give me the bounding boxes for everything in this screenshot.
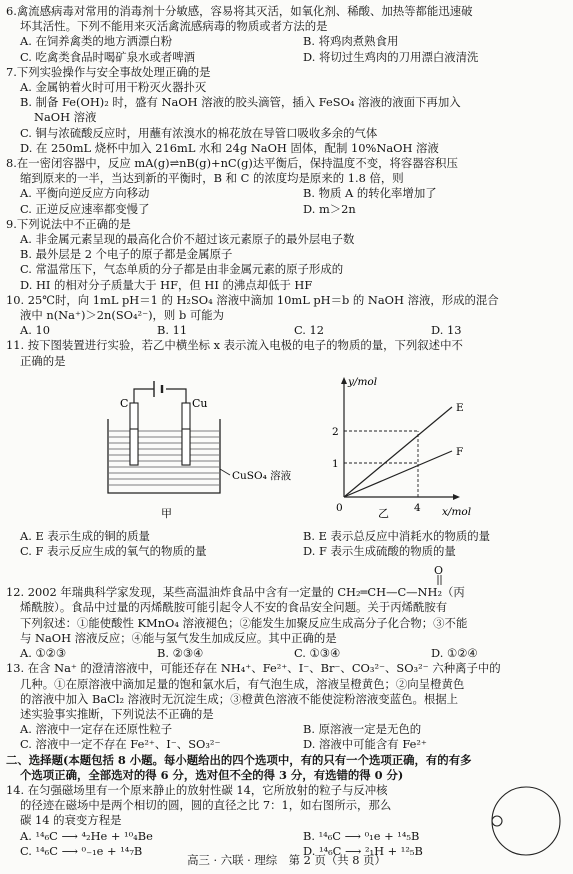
q7-option-b-line2: NaOH 溶液: [34, 110, 97, 125]
q11-option-b: B. E 表示总反应中消耗水的物质的量: [303, 528, 491, 543]
q13-option-c: C. 溶液中一定不存在 Fe²⁺、I⁻、SO₃²⁻: [20, 737, 221, 752]
q13-option-d: D. 溶液中可能含有 Fe²⁺: [303, 737, 427, 752]
q14-option-b: B. ¹⁴₆C ⟶ ⁰₁e + ¹⁴₅B: [303, 828, 420, 843]
q9-option-b: B. 最外层是 2 个电子的原子都是金属原子: [20, 247, 233, 262]
q12-option-b: B. ②③④: [157, 646, 204, 661]
x-axis-arrow-icon: [453, 494, 460, 500]
q6-option-a: A. 在饲养禽类的地方洒漂白粉: [20, 34, 173, 49]
q6-option-b: B. 将鸡肉煮熟食用: [303, 34, 399, 49]
solution-label: CuSO₄ 溶液: [232, 469, 292, 482]
q6-options-row1: [6, 34, 568, 49]
q7-option-d: D. 在 250mL 烧杯中加入 216mL 水和 24g NaOH 固体，配制 10%NaOH 溶液: [20, 140, 439, 155]
q8-option-b: B. 物质 A 的转化率增加了: [303, 186, 437, 201]
y-axis-label: y/mol: [348, 375, 378, 388]
q11-option-c: C. F 表示反应生成的氧气的物质的量: [20, 544, 207, 559]
carbonyl-oxygen: O: [434, 564, 444, 578]
q12-option-d: D. ①②④: [431, 646, 478, 661]
q8-options-row2: [6, 202, 568, 217]
q11-figures: [6, 371, 568, 529]
q10-options: [6, 323, 568, 338]
q10-option-c: C. 12: [294, 323, 325, 338]
electrolysis-graph-svg: [306, 371, 568, 529]
electrolysis-apparatus-figure: [6, 371, 306, 529]
curve-e-label: E: [456, 401, 464, 414]
q12-formula-spacer: [6, 559, 568, 585]
q13-options-row1: [6, 722, 568, 737]
electrolysis-graph-figure: [306, 371, 568, 529]
y-tick-2: 2: [332, 425, 339, 438]
x-tick-0: 0: [336, 501, 343, 514]
q6-stem-line2: 坏其活性。下列不能用来灭活禽流感病毒的物质或者方法的是: [20, 19, 328, 34]
x-tick-4: 4: [414, 501, 421, 514]
q10-stem-line2: 液中 n(Na⁺)＞2n(SO₄²⁻)，则 b 可能为: [20, 308, 225, 323]
q12-options: [6, 646, 568, 661]
q13-line4: 述实验事实推断，下列说法不正确的是: [20, 706, 214, 721]
q14-option-d: D. ¹⁴₆C ⟶ ²₁H + ¹²₅B: [303, 843, 423, 858]
q8-option-d: D. m＞2n: [303, 201, 356, 216]
q14-line2: 的径迹在磁场中是两个相切的圆，圆的直径之比 7：1，如右图所示，那么: [20, 798, 392, 813]
y-tick-1: 1: [332, 457, 339, 470]
q7-option-b-line1: B. 制备 Fe(OH)₂ 时，盛有 NaOH 溶液的胶头滴管，插入 FeSO₄ 溶液的液面下再加入: [20, 95, 461, 110]
q7-option-c: C. 铜与浓硫酸反应时，用蘸有浓溴水的棉花放在导管口吸收多余的气体: [20, 125, 378, 140]
q6-option-c: C. 吃禽类食品时喝矿泉水或者啤酒: [20, 49, 196, 64]
page-footer: 高三 · 六联 · 理综 第 2 页（共 8 页）: [187, 853, 386, 867]
q12-option-c: C. ①③④: [294, 646, 341, 661]
q9-option-d: D. HI 的相对分子质量大于 HF，但 HI 的沸点却低于 HF: [20, 277, 313, 292]
q13-options-row2: [6, 737, 568, 752]
tangent-circles-figure: [488, 781, 568, 861]
electrode-left-label: C: [120, 396, 129, 410]
q7-stem: 7.下列实验操作与安全事故处理正确的是: [6, 64, 211, 79]
q13-option-a: A. 溶液中一定存在还原性粒子: [20, 722, 173, 737]
q10-option-b: B. 11: [157, 323, 188, 338]
q6-stem-line1: 6.禽流感病毒对常用的消毒剂十分敏感，容易将其灭活，如氧化剂、稀酸、加热等都能迅速破: [6, 4, 473, 18]
q9-option-c: C. 常温常压下，气态单质的分子都是由非金属元素的原子形成的: [20, 262, 344, 277]
section2-heading-line1: 二、选择题(本题包括 8 小题。每小题给出的四个选项中，有的只有一个选项正确，有的有多: [6, 752, 472, 767]
q12-option-a: A. ①②③: [20, 646, 67, 661]
q11-stem-line2: 正确的是: [20, 353, 66, 368]
q13-line3: 的溶液中加入 BaCl₂ 溶液时无沉淀生成；③橙黄色溶液不能使淀粉溶液变蓝色。根据上: [20, 691, 459, 706]
section2-heading-line2: 个选项正确，全部选对的得 6 分，选对但不全的得 3 分，有选错的得 0 分): [20, 767, 404, 782]
q11-options-row2: [6, 544, 568, 559]
q14-options-row1: [6, 829, 568, 844]
q10-stem-line1: 10. 25℃时，向 1mL pH＝1 的 H₂SO₄ 溶液中滴加 10mL pH＝b 的 NaOH 溶液，形成的混合: [6, 292, 499, 307]
q8-stem-line2: 缩到原来的一半，当达到新的平衡时，B 和 C 的浓度均是原来的 1.8 倍，则: [20, 171, 404, 186]
q10-option-d: D. 13: [431, 323, 462, 338]
beaker: [108, 419, 220, 493]
q8-stem-line1: 8.在一密闭容器中，反应 mA(g)⇌nB(g)+nC(g)达平衡后，保持温度不变，将容器容积压: [6, 156, 458, 171]
line-f: [344, 451, 452, 497]
q13-line2: 几种。①在原溶液中滴加足量的饱和氯水后，有气泡生成，溶液呈橙黄色；②向呈橙黄色: [20, 676, 465, 691]
figure-yi-label: 乙: [378, 506, 389, 520]
solution-hatching: [109, 431, 219, 485]
q6-option-d: D. 将切过生鸡肉的刀用漂白液清洗: [303, 49, 479, 64]
q12-line4: 与 NaOH 溶液反应；④能与氢气发生加成反应。其中正确的是: [20, 630, 337, 645]
line-e: [344, 407, 452, 497]
q14-line3: 碳 14 的衰变方程是: [20, 813, 122, 828]
q13-option-b: B. 原溶液一定是无色的: [303, 722, 422, 737]
electrode-right-label: Cu: [192, 396, 208, 410]
q8-options-row1: [6, 186, 568, 201]
y-axis-arrow-icon: [341, 377, 347, 384]
q9-stem: 9.下列说法中不正确的是: [6, 216, 131, 231]
q14-block: [6, 783, 568, 859]
q8-option-c: C. 正逆反应速率都变慢了: [20, 201, 150, 216]
electrolysis-apparatus-svg: [6, 371, 306, 529]
q11-option-a: A. E 表示生成的铜的质量: [20, 528, 150, 543]
q12-line3: 下列叙述：①能使酸性 KMnO₄ 溶液褪色；②能发生加聚反应生成高分子化合物；③不能: [20, 615, 468, 630]
q9-option-a: A. 非金属元素呈现的最高化合价不超过该元素原子的最外层电子数: [20, 232, 355, 247]
q7-option-a: A. 金属钠着火时可用干粉灭火器扑灭: [20, 80, 207, 95]
x-axis-label: x/mol: [442, 505, 472, 518]
q11-options-row1: [6, 529, 568, 544]
q14-option-a: A. ¹⁴₆C ⟶ ⁴₂He + ¹⁰₄Be: [20, 828, 153, 843]
carbonyl-bond-icon: [436, 575, 444, 585]
small-track-circle: [492, 816, 502, 826]
exam-page: [6, 4, 568, 859]
q13-line1: 13. 在含 Na⁺ 的澄清溶液中，可能还存在 NH₄⁺、Fe²⁺、I⁻、Br⁻、CO₃²⁻、SO₃²⁻ 六种离子中的: [6, 661, 501, 676]
q8-option-a: A. 平衡向逆反应方向移动: [20, 186, 150, 201]
figure-jia-label: 甲: [161, 506, 172, 520]
q11-stem-line1: 11. 按下图装置进行实验，若乙中横坐标 x 表示流入电极的电子的物质的量，下列叙述中不: [6, 338, 463, 353]
q11-option-d: D. F 表示生成硫酸的物质的量: [303, 544, 456, 559]
q12-line2: 烯酰胺）。食品中过量的丙烯酰胺可能引起令人不安的食品安全问题。关于丙烯酰胺有: [20, 600, 448, 615]
q12-line1: 12. 2002 年瑞典科学家发现，某些高温油炸食品中含有一定量的 CH₂═CH—C—NH₂（丙: [6, 585, 465, 600]
q10-option-a: A. 10: [20, 323, 50, 338]
q6-options-row2: [6, 50, 568, 65]
q14-option-c: C. ¹⁴₆C ⟶ ⁰₋₁e + ¹⁴₇B: [20, 843, 143, 858]
q14-line1: 14. 在匀强磁场里有一个原来静止的放射性碳 14，它所放射的粒子与反冲核: [6, 782, 388, 797]
curve-f-label: F: [456, 445, 464, 458]
